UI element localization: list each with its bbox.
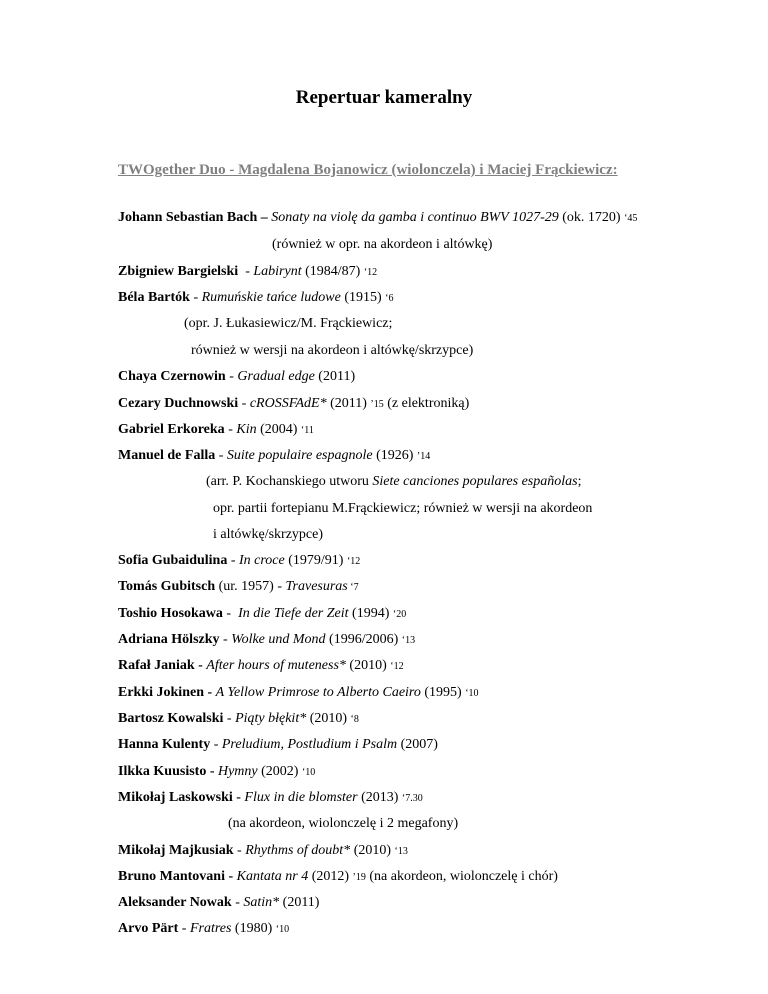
work-note: (arr. P. Kochanskiego utworu: [206, 474, 373, 489]
note-line: [184, 315, 392, 333]
separator: -: [225, 369, 238, 384]
work-duration: ‘11: [300, 425, 314, 436]
separator: -: [223, 711, 236, 726]
work-title: In croce: [239, 553, 285, 568]
work-duration: ‘12: [346, 556, 361, 567]
separator: -: [215, 448, 227, 463]
separator: -: [219, 632, 232, 647]
work-year: (1995): [420, 685, 466, 700]
work-year: (1984/87): [301, 264, 364, 279]
work-duration: ’14: [416, 451, 431, 462]
work-title: Piąty błękit*: [235, 711, 307, 726]
list-item: [118, 710, 359, 729]
work-duration: ‘10: [301, 767, 316, 778]
separator: -: [233, 843, 246, 858]
note-line: [213, 526, 323, 544]
list-item: [118, 368, 355, 386]
composer-name: Rafał Janiak -: [118, 658, 207, 673]
note-line: [228, 815, 458, 833]
work-year: (1996/2006): [325, 632, 402, 647]
list-item: [118, 395, 469, 414]
list-item: [118, 578, 359, 597]
composer-name: Aleksander Nowak: [118, 895, 232, 910]
separator: -: [238, 396, 250, 411]
list-item: [118, 894, 319, 912]
note-line: [213, 500, 592, 518]
list-item: [118, 736, 438, 754]
work-duration: ‘8: [350, 714, 359, 725]
work-note: ;: [577, 474, 582, 489]
list-item: [118, 447, 430, 466]
composer-name: Cezary Duchnowski: [118, 396, 239, 411]
work-year: (2011): [314, 369, 356, 384]
list-item: [118, 842, 408, 861]
separator: -: [222, 606, 239, 621]
work-year: (2011): [279, 895, 320, 910]
separator: -: [231, 895, 244, 910]
work-duration: ‘20: [392, 609, 407, 620]
composer-name: Bartosz Kowalski: [118, 711, 224, 726]
work-year: (2011): [326, 396, 371, 411]
work-note: (opr. J. Łukasiewicz/M. Frąckiewicz;: [184, 316, 393, 331]
work-year: (ur. 1957) -: [215, 579, 286, 594]
separator: -: [227, 553, 239, 568]
note-line: [272, 236, 492, 254]
work-title: cROSSFAdE*: [249, 396, 327, 411]
work-year: (2012): [308, 869, 353, 884]
composer-name: Adriana Hölszky: [118, 632, 220, 647]
work-duration: ‘6: [385, 293, 394, 304]
separator: -: [189, 290, 202, 305]
separator: -: [210, 737, 222, 752]
separator: –: [257, 210, 272, 225]
list-item: [118, 684, 479, 703]
work-duration: ‘10: [465, 688, 479, 699]
composer-name: Hanna Kulenty: [118, 737, 211, 752]
work-duration: ’19: [352, 872, 366, 883]
list-item: [118, 763, 315, 782]
work-year: (2013): [357, 790, 402, 805]
work-title: Rumuńskie tańce ludowe: [201, 290, 341, 305]
separator: -: [178, 921, 190, 936]
composer-name: Zbigniew Bargielski: [118, 264, 239, 279]
work-note: opr. partii fortepianu M.Frąckiewicz; również w wersji na akordeon: [213, 501, 593, 516]
composer-name: Bruno Mantovani -: [118, 869, 237, 884]
work-year: (2002): [257, 764, 302, 779]
work-note: (również w opr. na akordeon i altówkę): [272, 237, 493, 252]
work-title: Gradual edge: [237, 369, 315, 384]
composer-name: Johann Sebastian Bach: [118, 210, 258, 225]
composer-name: Mikołaj Majkusiak: [118, 843, 234, 858]
work-note: również w wersji na akordeon i altówkę/skrzypce): [191, 343, 474, 358]
composer-name: Sofia Gubaidulina: [118, 553, 228, 568]
list-item: [118, 421, 314, 440]
composer-name: Ilkka Kuusisto -: [118, 764, 218, 779]
work-year: (1994): [348, 606, 393, 621]
work-extra: (na akordeon, wiolonczelę i chór): [365, 869, 558, 884]
work-title: Hymny: [217, 764, 258, 779]
work-title: Suite populaire espagnole: [226, 448, 373, 463]
work-title: Travesuras: [285, 579, 348, 594]
composer-name: Toshio Hosokawa: [118, 606, 223, 621]
work-title: Kin: [236, 422, 257, 437]
work-title: In die Tiefe der Zeit: [238, 606, 349, 621]
separator: -: [224, 422, 237, 437]
work-duration: ‘7.30: [401, 793, 423, 804]
work-year: (1980): [231, 921, 276, 936]
work-year: (2010): [345, 658, 391, 673]
work-duration: ‘12: [363, 267, 378, 278]
work-year: (1915): [340, 290, 386, 305]
work-year: (2010): [350, 843, 395, 858]
work-duration: ‘7: [347, 582, 359, 593]
composer-name: Mikołaj Laskowski -: [118, 790, 245, 805]
work-title: Flux in die blomster: [244, 790, 358, 805]
work-year: (1979/91): [284, 553, 347, 568]
work-title: Rhythms of doubt*: [245, 843, 351, 858]
work-title: Fratres: [189, 921, 232, 936]
work-note: (na akordeon, wiolonczelę i 2 megafony): [228, 816, 459, 831]
work-title: A Yellow Primrose to Alberto Caeiro: [215, 685, 421, 700]
list-item: [118, 552, 360, 571]
work-year: (2007): [397, 737, 438, 752]
work-year: (1926): [372, 448, 417, 463]
section-heading: TWOgether Duo - Magdalena Bojanowicz (wiolonczela) i Maciej Frąckiewicz:: [118, 162, 618, 178]
composer-name: Manuel de Falla: [118, 448, 216, 463]
list-item: [118, 209, 637, 228]
list-item: [118, 631, 415, 650]
list-item: [118, 789, 423, 808]
composer-name: Gabriel Erkoreka: [118, 422, 225, 437]
list-item: [118, 605, 406, 624]
composer-name: Erkki Jokinen -: [118, 685, 216, 700]
work-duration: ‘13: [394, 846, 408, 857]
work-duration: ‘10: [275, 924, 290, 935]
work-title: Sonaty na violę da gamba i continuo BWV 1027-29: [271, 210, 559, 225]
work-duration: ’15: [370, 399, 384, 410]
work-note-title: Siete canciones populares españolas: [372, 474, 578, 489]
list-item: [118, 868, 558, 887]
note-line: [191, 342, 473, 360]
page-title: Repertuar kameralny: [295, 87, 473, 108]
composer-name: Arvo Pärt: [118, 921, 179, 936]
work-title: Labirynt: [253, 264, 302, 279]
work-title: Satin*: [243, 895, 280, 910]
work-duration: ‘45: [624, 213, 638, 224]
work-title: Kantata nr 4: [236, 869, 309, 884]
list-item: [118, 289, 393, 308]
work-year: (2004): [256, 422, 301, 437]
list-item: [118, 657, 404, 676]
composer-name: Chaya Czernowin: [118, 369, 226, 384]
work-duration: ‘13: [401, 635, 416, 646]
work-year: (ok. 1720): [558, 210, 625, 225]
composer-name: Tomás Gubitsch: [118, 579, 216, 594]
separator: -: [238, 264, 254, 279]
list-item: [118, 263, 377, 282]
list-item: [118, 920, 289, 939]
work-year: (2010): [306, 711, 351, 726]
composer-name: Béla Bartók: [118, 290, 190, 305]
work-extra: (z elektroniką): [383, 396, 470, 411]
note-line: [206, 473, 581, 491]
work-note: i altówkę/skrzypce): [213, 527, 324, 542]
work-title: Preludium, Postludium i Psalm: [221, 737, 398, 752]
work-duration: ‘12: [390, 661, 404, 672]
work-title: Wolke und Mond: [231, 632, 326, 647]
work-title: After hours of muteness*: [206, 658, 346, 673]
